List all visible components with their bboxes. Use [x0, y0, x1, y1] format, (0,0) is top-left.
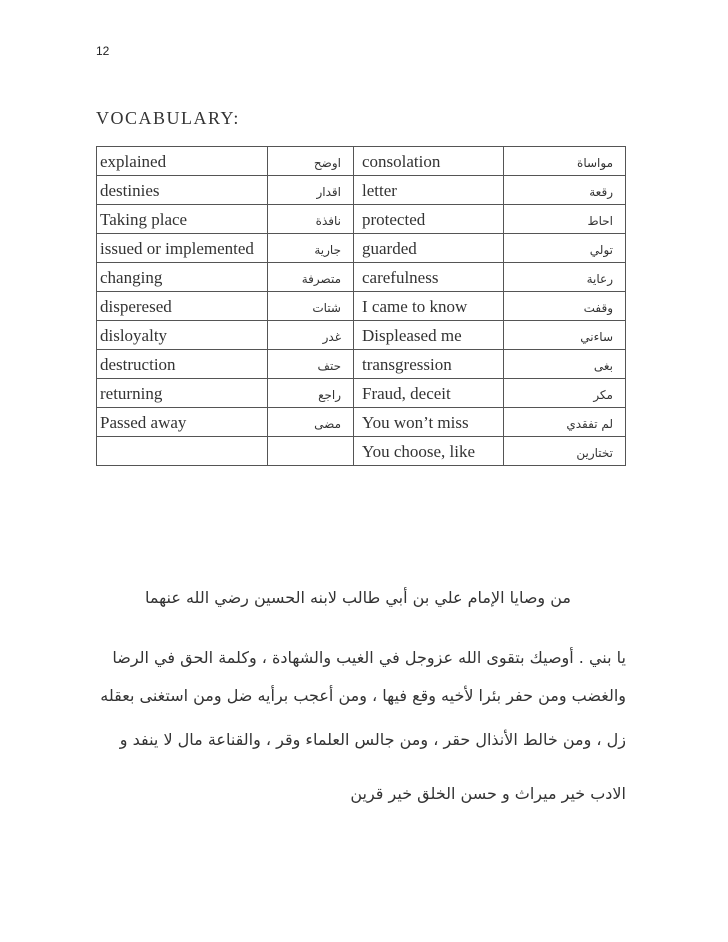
english-term: carefulness	[354, 263, 504, 292]
table-row	[97, 234, 626, 263]
page-number: 12	[96, 44, 110, 58]
table-row	[97, 408, 626, 437]
english-term: issued or implemented	[97, 234, 268, 263]
arabic-term: مواساة	[504, 147, 626, 176]
arabic-term: بغى	[504, 350, 626, 379]
arabic-term: راجع	[268, 379, 354, 408]
english-term: Fraud, deceit	[354, 379, 504, 408]
english-term: explained	[97, 147, 268, 176]
english-term: destinies	[97, 176, 268, 205]
table-row	[97, 379, 626, 408]
english-term: Taking place	[97, 205, 268, 234]
arabic-term: متصرفة	[268, 263, 354, 292]
passage-line: الادب خير ميراث و حسن الخلق خير قرين	[350, 784, 626, 803]
table-row	[97, 263, 626, 292]
arabic-term: شتات	[268, 292, 354, 321]
english-term: You choose, like	[354, 437, 504, 466]
english-term: You won’t miss	[354, 408, 504, 437]
passage-title: من وصايا الإمام علي بن أبي طالب لابنه الحسين رضي الله عنهما	[144, 588, 571, 607]
table-row	[97, 176, 626, 205]
table-row	[97, 292, 626, 321]
english-term: consolation	[354, 147, 504, 176]
arabic-term: غدر	[268, 321, 354, 350]
arabic-term: مكر	[504, 379, 626, 408]
table-row	[97, 147, 626, 176]
arabic-term: تولي	[504, 234, 626, 263]
vocabulary-heading: VOCABULARY:	[96, 108, 240, 128]
table-row	[97, 350, 626, 379]
arabic-term: وقفت	[504, 292, 626, 321]
arabic-term: جارية	[268, 234, 354, 263]
english-term: I came to know	[354, 292, 504, 321]
table-row	[97, 205, 626, 234]
english-term: Displeased me	[354, 321, 504, 350]
passage-line: والغضب ومن حفر بئرا لأخيه وقع فيها ، ومن أعجب برأيه ضل ومن استغنى بعقله	[100, 686, 626, 705]
english-term: returning	[97, 379, 268, 408]
english-term: letter	[354, 176, 504, 205]
arabic-term: حتف	[268, 350, 354, 379]
english-term: changing	[97, 263, 268, 292]
table-row	[97, 321, 626, 350]
arabic-term: احاط	[504, 205, 626, 234]
english-term: disloyalty	[97, 321, 268, 350]
english-term: disperesed	[97, 292, 268, 321]
arabic-term	[268, 437, 354, 466]
passage-line: يا بني . أوصيك بتقوى الله عزوجل في الغيب والشهادة ، وكلمة الحق في الرضا	[112, 648, 626, 667]
arabic-term: رعاية	[504, 263, 626, 292]
passage-line: زل ، ومن خالط الأنذال حقر ، ومن جالس العلماء وقر ، والقناعة مال لا ينفد و	[119, 730, 626, 749]
english-term: protected	[354, 205, 504, 234]
english-term: Passed away	[97, 408, 268, 437]
arabic-term: رقعة	[504, 176, 626, 205]
english-term	[97, 437, 268, 466]
arabic-term: اوضح	[268, 147, 354, 176]
arabic-term: نافذة	[268, 205, 354, 234]
table-row	[97, 437, 626, 466]
vocabulary-table	[96, 146, 626, 466]
arabic-term: اقدار	[268, 176, 354, 205]
english-term: destruction	[97, 350, 268, 379]
english-term: transgression	[354, 350, 504, 379]
arabic-term: مضى	[268, 408, 354, 437]
arabic-term: تختارين	[504, 437, 626, 466]
arabic-term: لم تفقدي	[504, 408, 626, 437]
english-term: guarded	[354, 234, 504, 263]
arabic-term: ساءني	[504, 321, 626, 350]
